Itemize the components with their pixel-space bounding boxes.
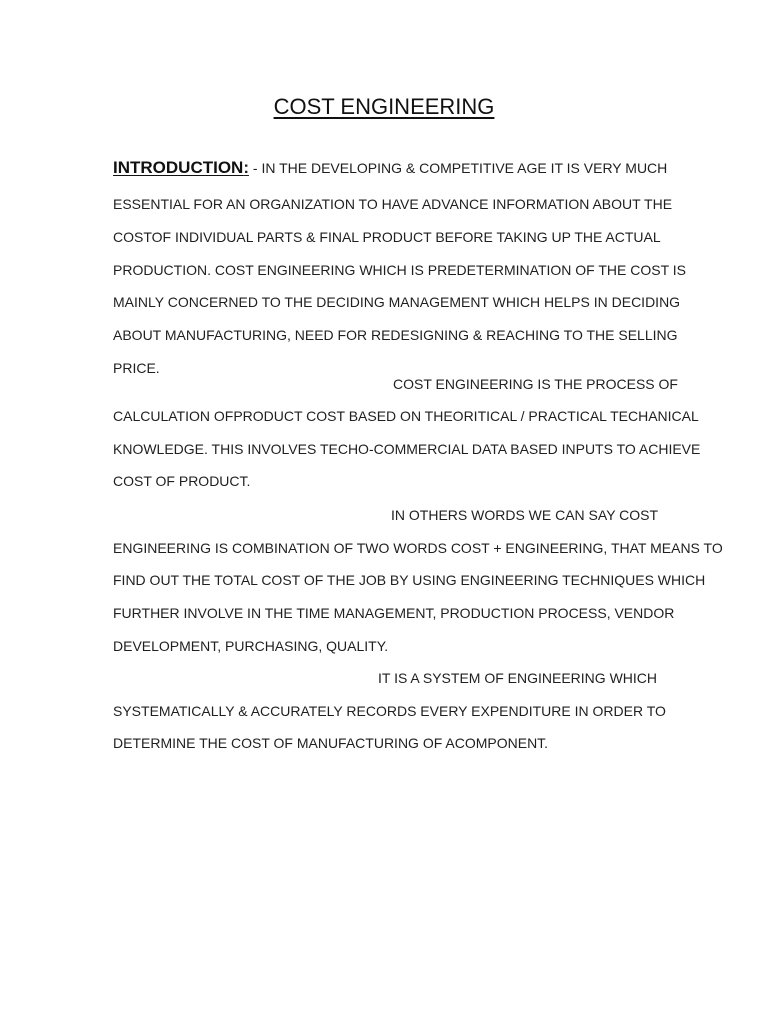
text-line: IN OTHERS WORDS WE CAN SAY COST xyxy=(391,507,659,523)
text-line: ESSENTIAL FOR AN ORGANIZATION TO HAVE ADVANCE INFORMATION ABOUT THE xyxy=(113,196,673,212)
text-line: DETERMINE THE COST OF MANUFACTURING OF ACOMPONENT. xyxy=(113,735,549,751)
intro-colon: : xyxy=(243,158,249,177)
text-line: FIND OUT THE TOTAL COST OF THE JOB BY USING ENGINEERING TECHNIQUES WHICH xyxy=(113,572,706,588)
document-title: COST ENGINEERING xyxy=(273,94,495,119)
text-line: COST ENGINEERING IS THE PROCESS OF xyxy=(393,376,678,392)
text-line: PRODUCTION. COST ENGINEERING WHICH IS PREDETERMINATION OF THE COST IS xyxy=(113,262,687,278)
text-line: IT IS A SYSTEM OF ENGINEERING WHICH xyxy=(378,670,658,686)
text-line: ABOUT MANUFACTURING, NEED FOR REDESIGNING & REACHING TO THE SELLING xyxy=(113,327,678,343)
text-line: FURTHER INVOLVE IN THE TIME MANAGEMENT, PRODUCTION PROCESS, VENDOR xyxy=(113,605,675,621)
intro-first-line xyxy=(113,159,667,177)
text-line: ENGINEERING IS COMBINATION OF TWO WORDS COST + ENGINEERING, THAT MEANS TO xyxy=(113,540,723,556)
text-line: CALCULATION OFPRODUCT COST BASED ON THEORITICAL / PRACTICAL TECHANICAL xyxy=(113,408,699,424)
text-line: COST OF PRODUCT. xyxy=(113,473,251,489)
text-line: - IN THE DEVELOPING & COMPETITIVE AGE IT IS VERY MUCH xyxy=(249,160,668,176)
text-line: SYSTEMATICALLY & ACCURATELY RECORDS EVERY EXPENDITURE IN ORDER TO xyxy=(113,703,666,719)
text-line: DEVELOPMENT, PURCHASING, QUALITY. xyxy=(113,638,389,654)
text-line: PRICE. xyxy=(113,360,160,376)
intro-heading: INTRODUCTION xyxy=(113,158,244,177)
text-line: KNOWLEDGE. THIS INVOLVES TECHO-COMMERCIAL DATA BASED INPUTS TO ACHIEVE xyxy=(113,441,701,457)
text-line: COSTOF INDIVIDUAL PARTS & FINAL PRODUCT BEFORE TAKING UP THE ACTUAL xyxy=(113,229,661,245)
text-line: MAINLY CONCERNED TO THE DECIDING MANAGEMENT WHICH HELPS IN DECIDING xyxy=(113,294,681,310)
